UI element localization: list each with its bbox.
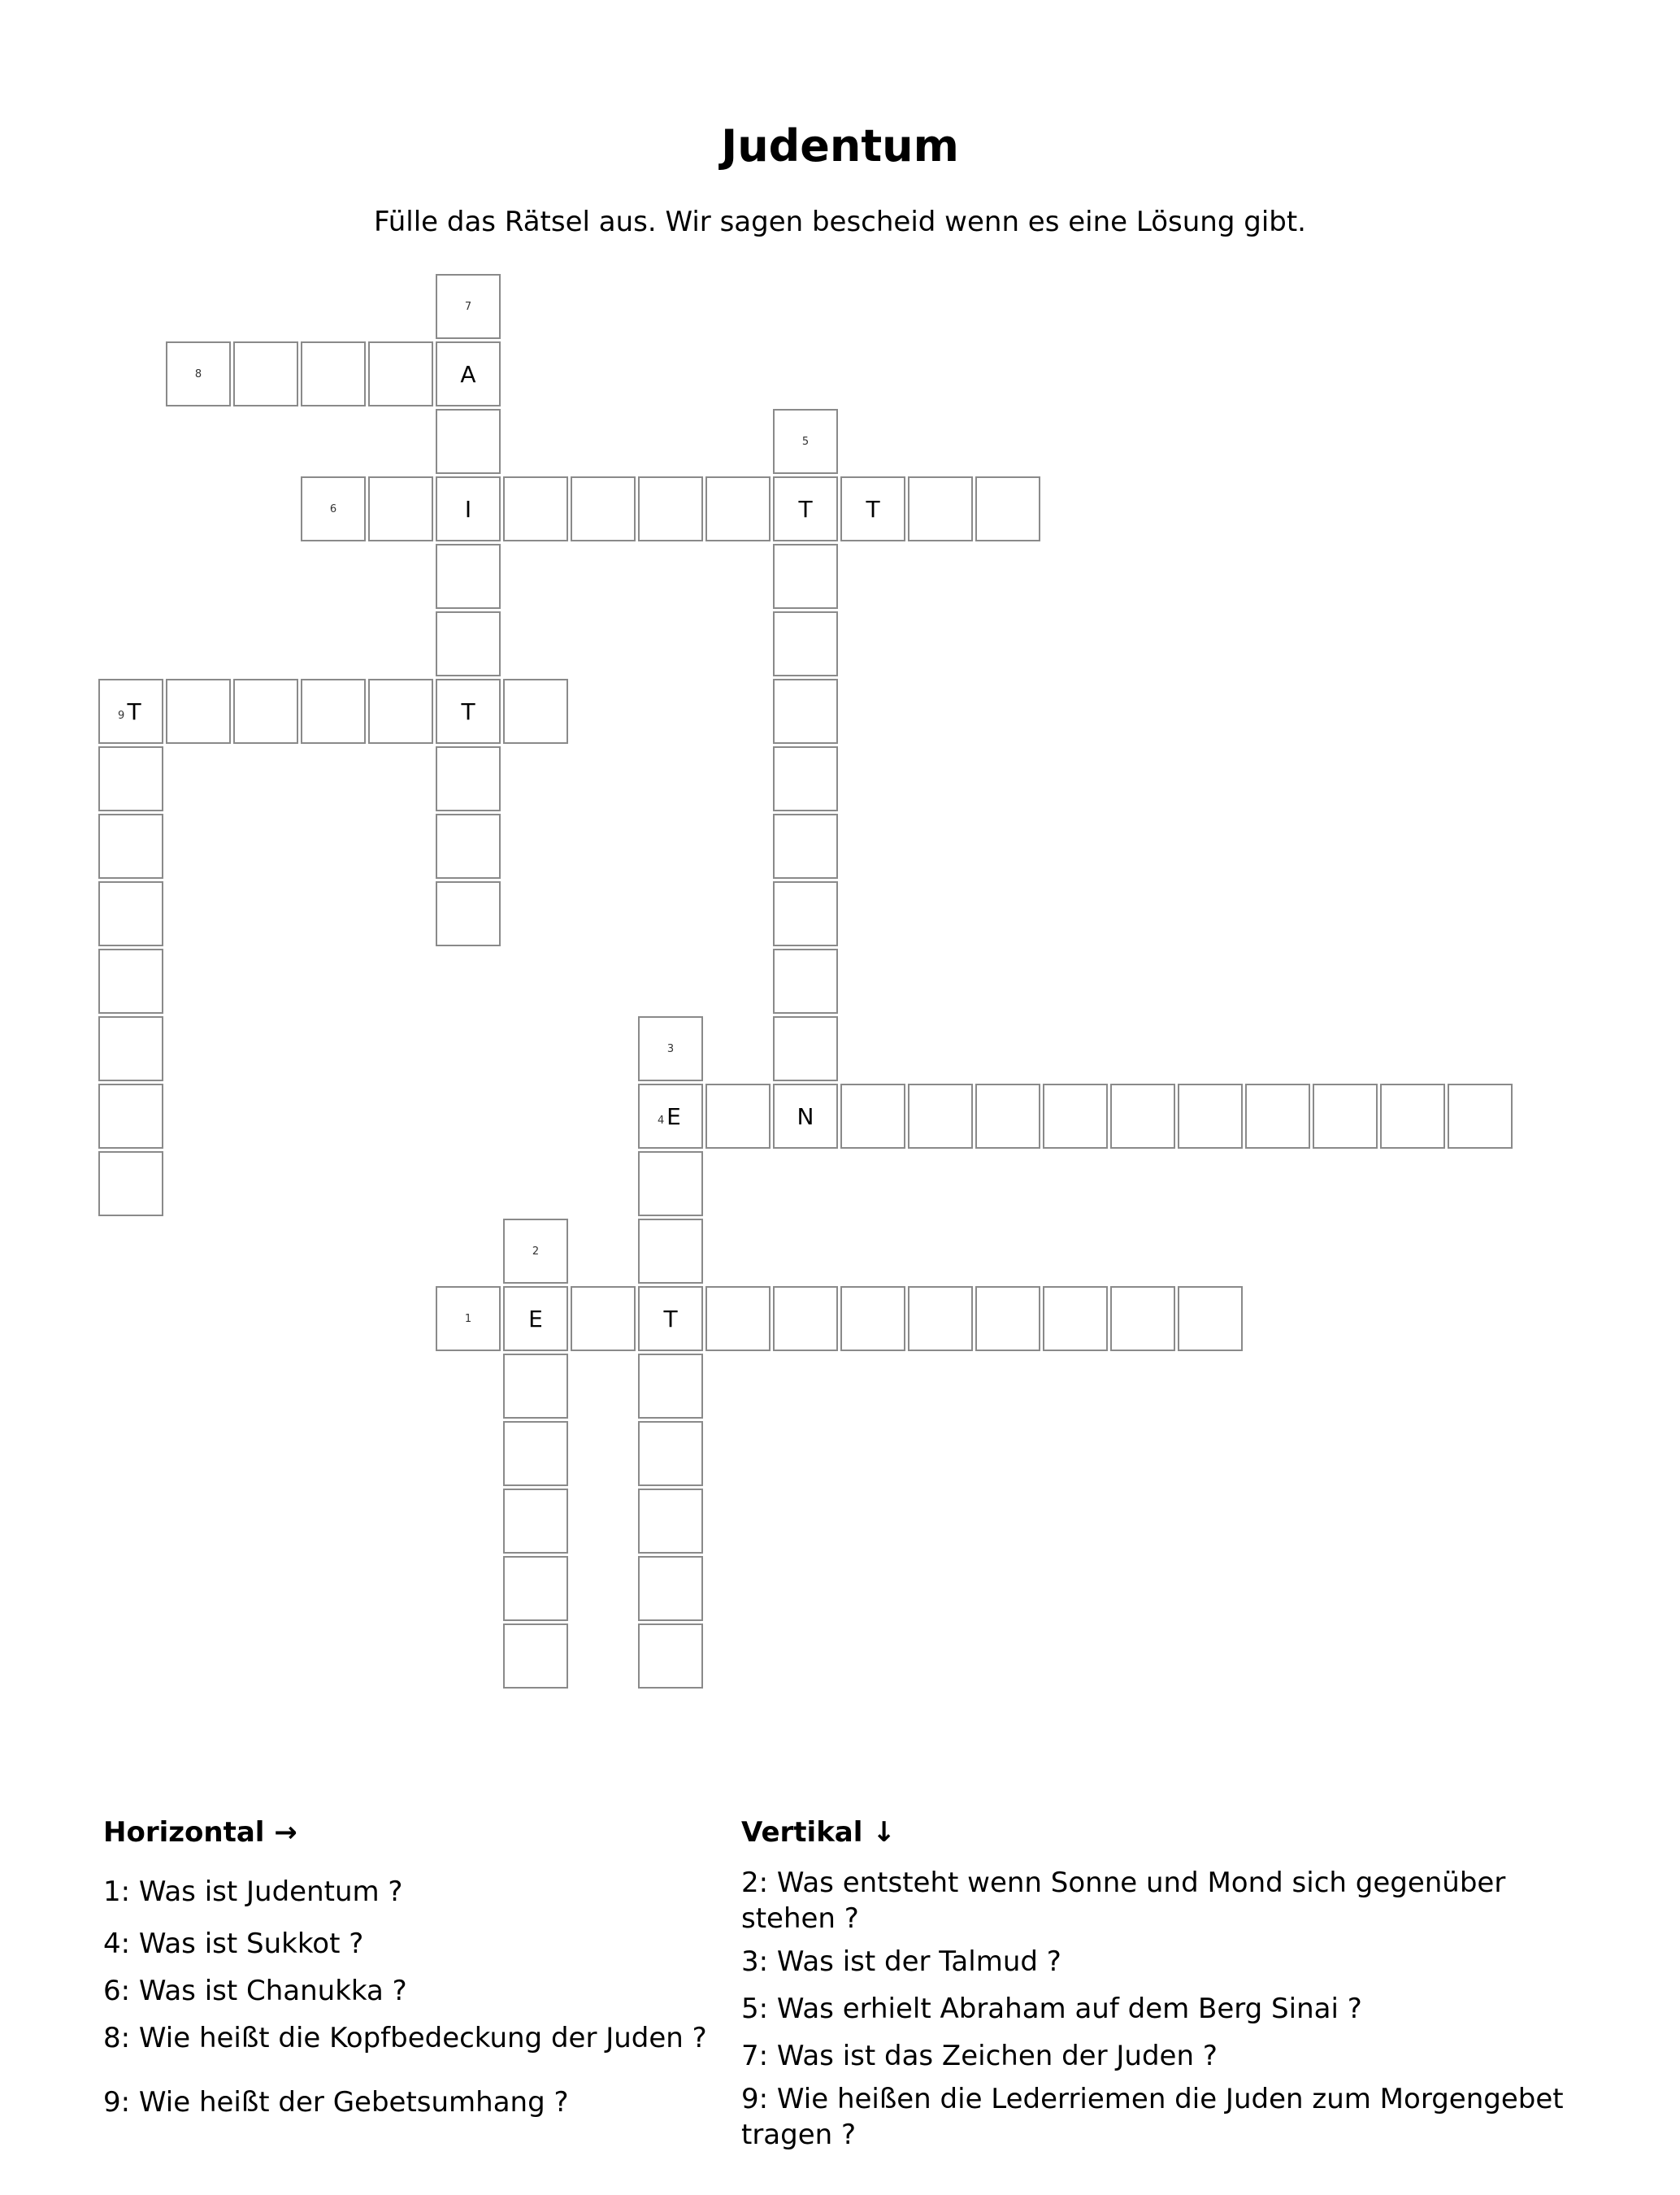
crossword-cell[interactable] bbox=[773, 476, 838, 541]
crossword-cell[interactable] bbox=[503, 1219, 568, 1284]
crossword-cell[interactable] bbox=[436, 544, 501, 609]
crossword-cell[interactable] bbox=[1110, 1286, 1175, 1351]
crossword-cell[interactable] bbox=[1178, 1084, 1243, 1149]
crossword-cell[interactable] bbox=[503, 1354, 568, 1419]
crossword-cell[interactable] bbox=[98, 679, 163, 744]
cell-letter: T bbox=[663, 1305, 678, 1332]
clue-number: 8 bbox=[194, 367, 202, 380]
crossword-cell[interactable] bbox=[773, 949, 838, 1014]
crossword-cell[interactable] bbox=[1110, 1084, 1175, 1149]
crossword-cell[interactable] bbox=[1245, 1084, 1310, 1149]
crossword-cell[interactable] bbox=[98, 1084, 163, 1149]
down-heading: Vertikal ↓ bbox=[741, 1816, 896, 1849]
crossword-cell[interactable] bbox=[773, 1084, 838, 1149]
crossword-cell[interactable] bbox=[98, 949, 163, 1014]
crossword-cell[interactable] bbox=[1043, 1286, 1108, 1351]
cell-letter: E bbox=[666, 1102, 681, 1130]
page-title: Judentum bbox=[721, 120, 959, 172]
across-clues bbox=[103, 1813, 721, 2143]
crossword-cell[interactable] bbox=[1313, 1084, 1378, 1149]
clue-number: 9 bbox=[118, 710, 125, 722]
crossword-cell[interactable] bbox=[638, 1354, 703, 1419]
crossword-cell[interactable] bbox=[166, 679, 231, 744]
clue-number: 4 bbox=[658, 1115, 665, 1127]
crossword-cell[interactable] bbox=[503, 476, 568, 541]
crossword-cell[interactable] bbox=[436, 476, 501, 541]
crossword-cell[interactable] bbox=[638, 1151, 703, 1216]
crossword-cell[interactable] bbox=[773, 679, 838, 744]
crossword-cell[interactable] bbox=[436, 881, 501, 946]
cell-letter: I bbox=[464, 495, 472, 523]
clue-across-4: 4: Was ist Sukkot ? bbox=[103, 1928, 364, 1960]
clue-number: 1 bbox=[464, 1312, 472, 1325]
crossword-cell[interactable] bbox=[840, 1286, 905, 1351]
cell-letter: N bbox=[797, 1102, 814, 1130]
crossword-cell[interactable] bbox=[638, 1219, 703, 1284]
cell-letter: T bbox=[798, 495, 813, 523]
crossword-cell[interactable] bbox=[98, 881, 163, 946]
down-clues bbox=[741, 1813, 1595, 2154]
crossword-cell[interactable] bbox=[436, 679, 501, 744]
instructions: Fülle das Rätsel aus. Wir sagen bescheid wenn es eine Lösung gibt. bbox=[374, 206, 1306, 238]
clue-number: 3 bbox=[666, 1042, 675, 1055]
crossword-cell[interactable] bbox=[166, 341, 231, 406]
crossword-cell[interactable] bbox=[705, 1084, 771, 1149]
crossword-cell[interactable] bbox=[638, 1623, 703, 1689]
clue-down-3: 3: Was ist der Talmud ? bbox=[741, 1945, 1061, 1978]
clue-across-8: 8: Wie heißt die Kopfbedeckung der Juden ? bbox=[103, 2022, 707, 2054]
crossword-cell[interactable] bbox=[638, 1286, 703, 1351]
crossword-cell[interactable] bbox=[638, 476, 703, 541]
crossword-cell[interactable] bbox=[503, 679, 568, 744]
crossword-cell[interactable] bbox=[98, 814, 163, 879]
crossword-cell[interactable] bbox=[436, 611, 501, 676]
crossword-cell[interactable] bbox=[705, 1286, 771, 1351]
crossword-cell[interactable] bbox=[368, 476, 433, 541]
crossword-cell[interactable] bbox=[773, 409, 838, 474]
crossword-cell[interactable] bbox=[1043, 1084, 1108, 1149]
crossword-cell[interactable] bbox=[233, 341, 298, 406]
crossword-cell[interactable] bbox=[503, 1421, 568, 1486]
cell-letter: E bbox=[528, 1305, 543, 1332]
crossword-cell[interactable] bbox=[908, 476, 973, 541]
crossword-cell[interactable] bbox=[773, 1286, 838, 1351]
crossword-cell[interactable] bbox=[975, 476, 1040, 541]
crossword-cell[interactable] bbox=[773, 544, 838, 609]
crossword-cell[interactable] bbox=[436, 814, 501, 879]
crossword-cell[interactable] bbox=[98, 1151, 163, 1216]
crossword-cell[interactable] bbox=[503, 1286, 568, 1351]
cell-letter: T bbox=[866, 495, 880, 523]
crossword-cell[interactable] bbox=[98, 1016, 163, 1081]
crossword-cell[interactable] bbox=[638, 1084, 703, 1149]
across-heading: Horizontal → bbox=[103, 1816, 297, 1849]
crossword-cell[interactable] bbox=[638, 1556, 703, 1621]
clue-number: 7 bbox=[464, 300, 472, 313]
crossword-cell[interactable] bbox=[571, 476, 636, 541]
crossword-cell[interactable] bbox=[436, 1286, 501, 1351]
clue-across-6: 6: Was ist Chanukka ? bbox=[103, 1975, 407, 2007]
cell-letter: T bbox=[127, 698, 141, 725]
clue-down-2: 2: Was entsteht wenn Sonne und Mond sich gegenüber stehen ? bbox=[741, 1867, 1506, 1935]
crossword-cell[interactable] bbox=[503, 1556, 568, 1621]
crossword-cell[interactable] bbox=[840, 476, 905, 541]
crossword-cell[interactable] bbox=[773, 611, 838, 676]
crossword-cell[interactable] bbox=[975, 1286, 1040, 1351]
crossword-cell[interactable] bbox=[638, 1421, 703, 1486]
crossword-cell[interactable] bbox=[436, 274, 501, 339]
clue-down-9: 9: Wie heißen die Lederriemen die Juden zum Morgengebet tragen ? bbox=[741, 2083, 1564, 2151]
crossword-cell[interactable] bbox=[233, 679, 298, 744]
crossword-cell[interactable] bbox=[773, 814, 838, 879]
crossword-cell[interactable] bbox=[773, 746, 838, 811]
crossword-cell[interactable] bbox=[571, 1286, 636, 1351]
crossword-cell[interactable] bbox=[436, 746, 501, 811]
clue-down-5: 5: Was erhielt Abraham auf dem Berg Sinai ? bbox=[741, 1993, 1362, 2025]
crossword-cell[interactable] bbox=[773, 1016, 838, 1081]
clue-number: 2 bbox=[532, 1245, 540, 1258]
crossword-cell[interactable] bbox=[301, 679, 366, 744]
clue-across-1: 1: Was ist Judentum ? bbox=[103, 1876, 403, 1908]
crossword-cell[interactable] bbox=[301, 476, 366, 541]
crossword-cell[interactable] bbox=[1380, 1084, 1445, 1149]
crossword-cell[interactable] bbox=[368, 341, 433, 406]
crossword-cell[interactable] bbox=[98, 746, 163, 811]
crossword-cell[interactable] bbox=[1448, 1084, 1513, 1149]
crossword-cell[interactable] bbox=[705, 476, 771, 541]
crossword-cell[interactable] bbox=[436, 409, 501, 474]
clue-across-9: 9: Wie heißt der Gebetsumhang ? bbox=[103, 2086, 569, 2119]
clue-number: 6 bbox=[329, 502, 337, 515]
crossword-cell[interactable] bbox=[368, 679, 433, 744]
crossword-cell[interactable] bbox=[503, 1489, 568, 1554]
crossword-cell[interactable] bbox=[503, 1623, 568, 1689]
crossword-cell[interactable] bbox=[301, 341, 366, 406]
crossword-cell[interactable] bbox=[1178, 1286, 1243, 1351]
clue-number: 5 bbox=[801, 435, 810, 448]
crossword-cell[interactable] bbox=[638, 1016, 703, 1081]
cell-letter: A bbox=[460, 360, 476, 388]
crossword-cell[interactable] bbox=[638, 1489, 703, 1554]
crossword-cell[interactable] bbox=[436, 341, 501, 406]
crossword-cell[interactable] bbox=[908, 1286, 973, 1351]
crossword-cell[interactable] bbox=[773, 881, 838, 946]
crossword-cell[interactable] bbox=[975, 1084, 1040, 1149]
crossword-cell[interactable] bbox=[840, 1084, 905, 1149]
clue-down-7: 7: Was ist das Zeichen der Juden ? bbox=[741, 2040, 1218, 2072]
crossword-cell[interactable] bbox=[908, 1084, 973, 1149]
cell-letter: T bbox=[461, 698, 475, 725]
